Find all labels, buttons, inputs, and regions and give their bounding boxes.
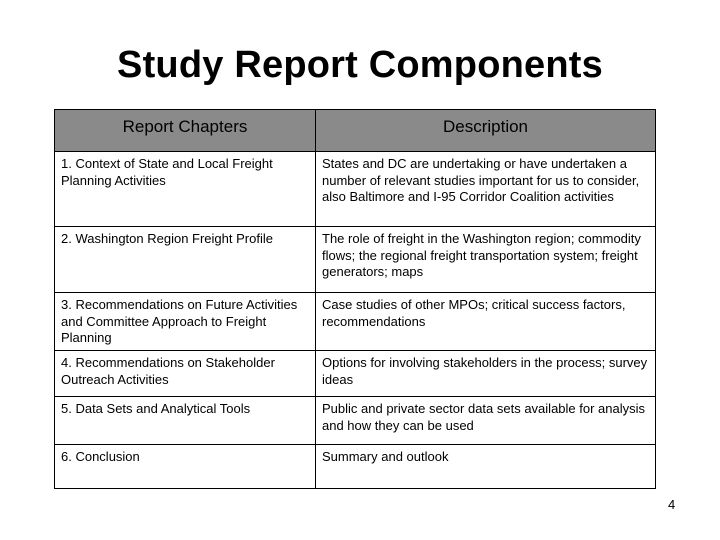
chapter-cell: 3. Recommendations on Future Activities and Committee Approach to Freight Planning [55, 293, 316, 351]
description-cell: Public and private sector data sets available for analysis and how they can be used [316, 397, 656, 445]
table-row [55, 445, 656, 489]
header-report-chapters: Report Chapters [55, 110, 316, 152]
table-row [55, 227, 656, 293]
chapter-cell: 4. Recommendations on Stakeholder Outreach Activities [55, 351, 316, 397]
table-row [55, 293, 656, 351]
description-cell: States and DC are undertaking or have undertaken a number of relevant studies important for us to consider, also Baltimore and I-95 Corridor Coalition activities [316, 152, 656, 227]
description-cell: The role of freight in the Washington region; commodity flows; the regional freight transportation system; freight generators; maps [316, 227, 656, 293]
description-cell: Summary and outlook [316, 445, 656, 489]
header-description: Description [316, 110, 656, 152]
page-number: 4 [668, 497, 676, 512]
slide-title: Study Report Components [117, 44, 603, 86]
description-cell: Case studies of other MPOs; critical success factors, recommendations [316, 293, 656, 351]
chapter-cell: 1. Context of State and Local Freight Planning Activities [55, 152, 316, 227]
description-cell: Options for involving stakeholders in the process; survey ideas [316, 351, 656, 397]
report-components-table [54, 109, 656, 489]
chapter-cell: 6. Conclusion [55, 445, 316, 489]
table-row [55, 351, 656, 397]
table-row [55, 152, 656, 227]
table-row [55, 397, 656, 445]
chapter-cell: 2. Washington Region Freight Profile [55, 227, 316, 293]
table-header-row [55, 110, 656, 152]
chapter-cell: 5. Data Sets and Analytical Tools [55, 397, 316, 445]
